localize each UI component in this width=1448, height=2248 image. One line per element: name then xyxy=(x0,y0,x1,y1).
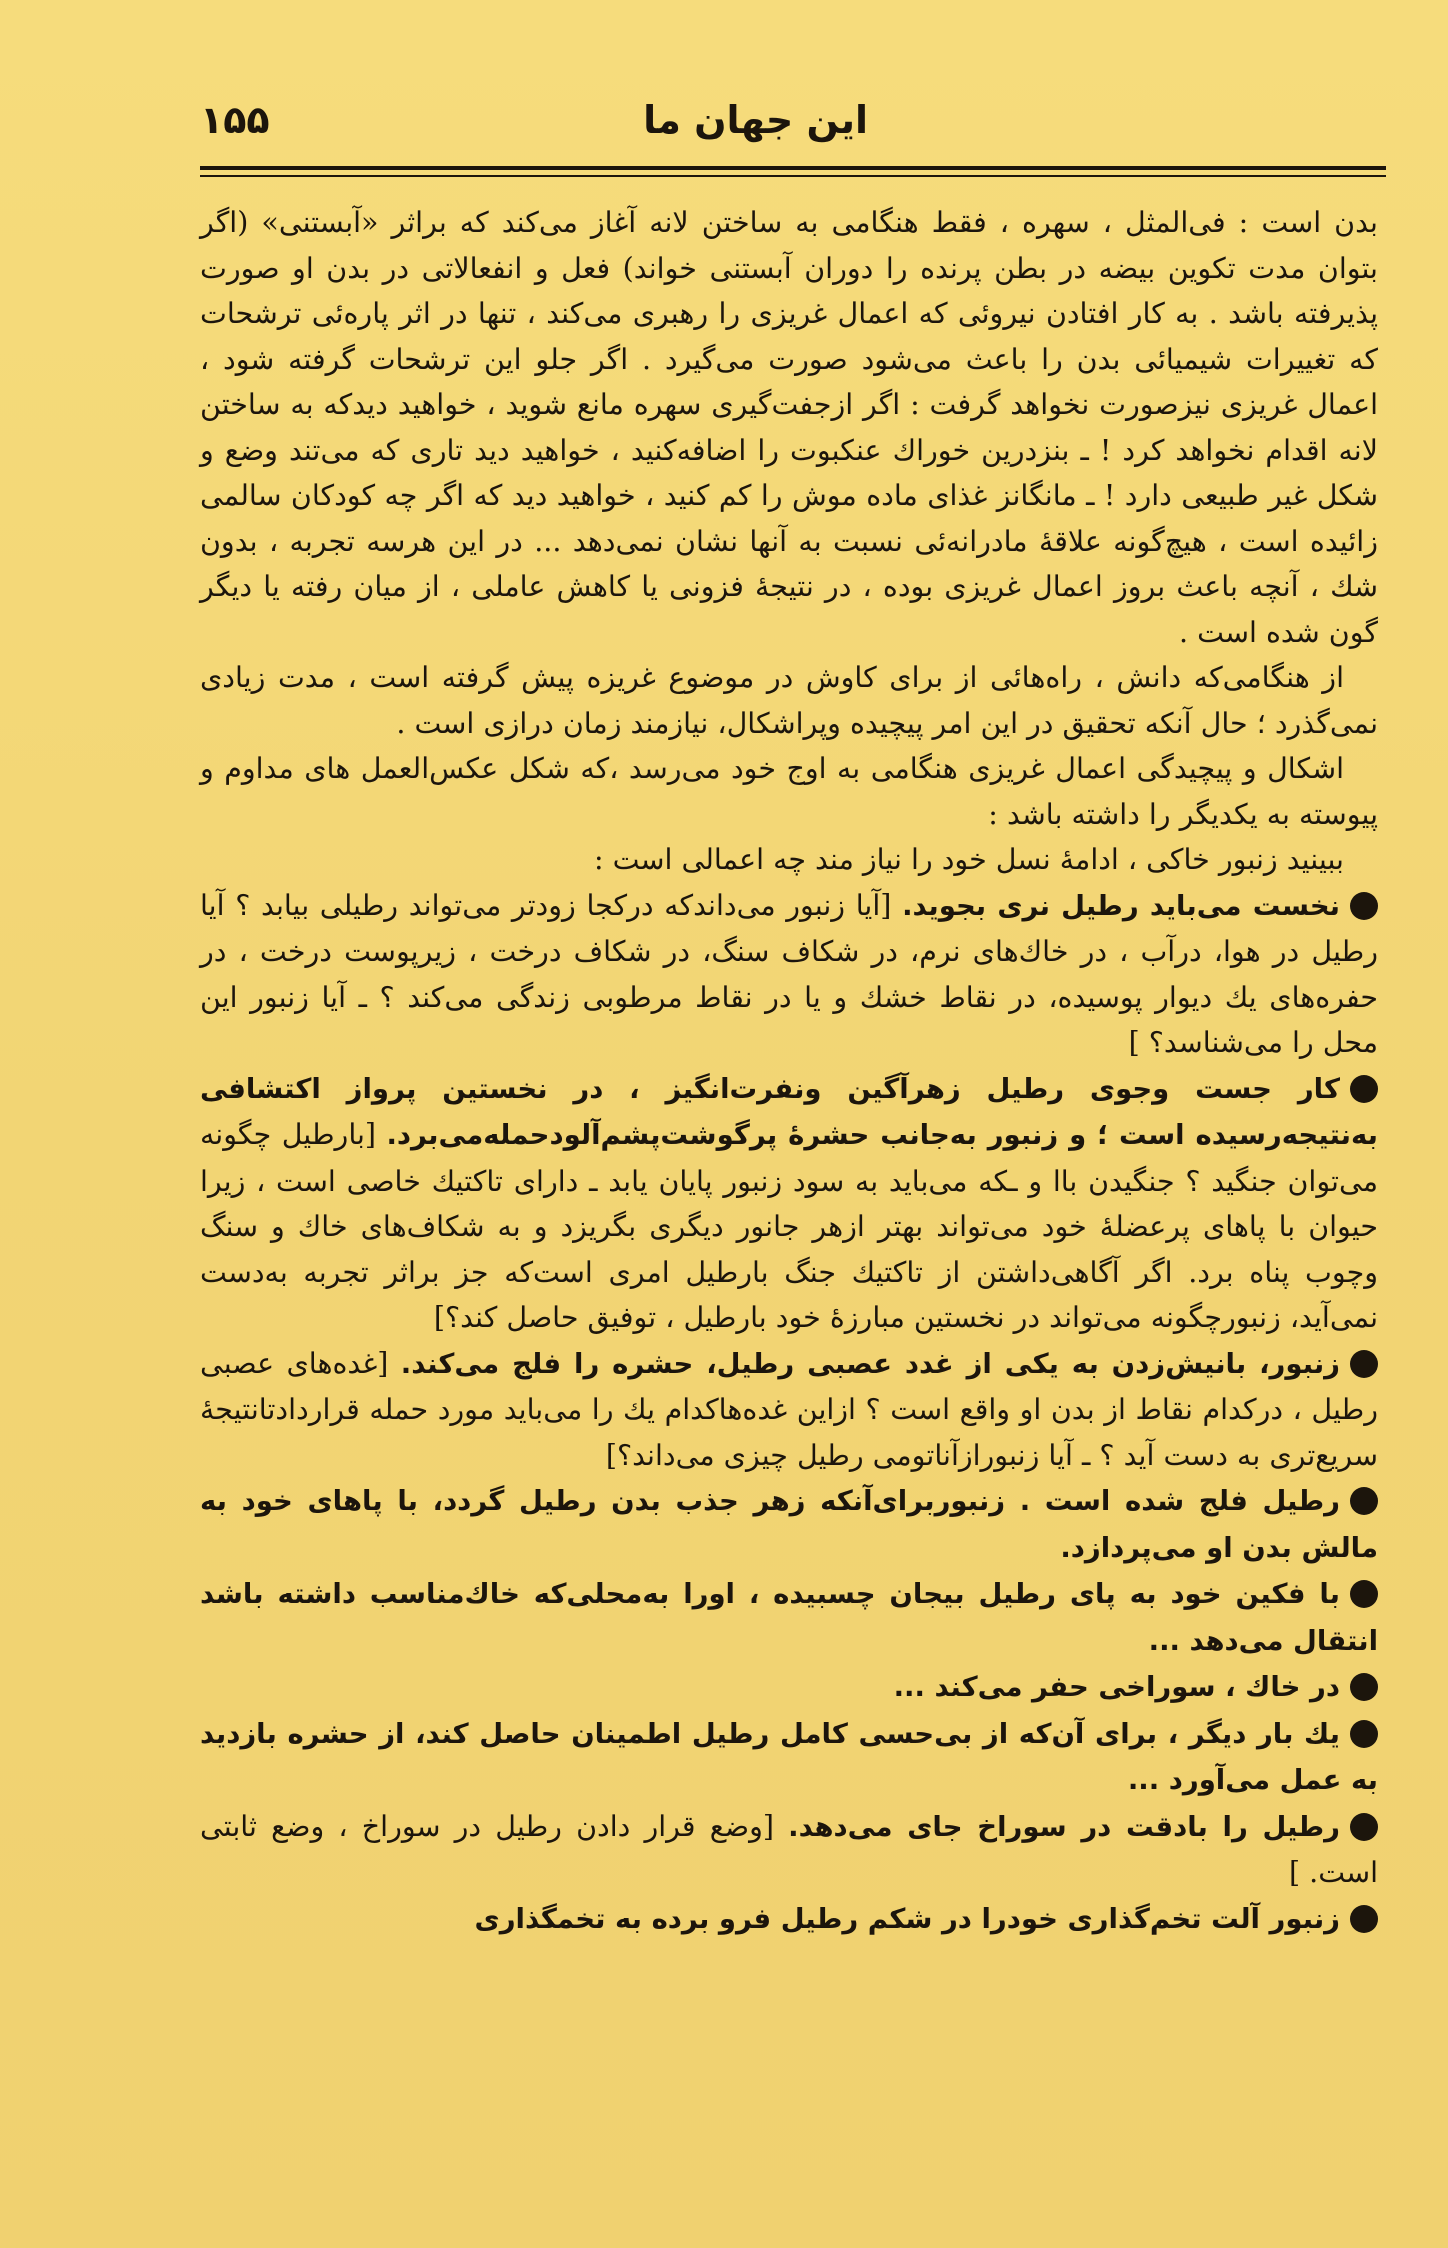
bullet-icon xyxy=(1350,1487,1378,1515)
bullet-icon xyxy=(1350,1905,1378,1933)
bullet-bold-text: با فکین خود به پای رطیل بیجان چسبیده ، اورا به‌محلی‌که خاك‌مناسب داشته باشد انتقال می‌دهد ... xyxy=(200,1578,1378,1657)
paragraph: ببینید زنبور خاکی ، ادامهٔ نسل خود را نیاز مند چه اعمالی است : xyxy=(593,843,1344,876)
bullet-text: [بارطیل چگونه می‌توان جنگید ؟ جنگیدن باا و ـکه می‌باید به سود زنبور پایان یابد ـ دارای تاکتیك خاصی است ، زیرا حیوان با پاهای پرعضلهٔ خود می‌تواند بهتر ازهر جانور دیگری بگریزد و به شکاف‌های خاك و سنگ وچوب پناه برد. اگر آگاهی‌داشتن از تاکتیك جنگ بارطیل امری است‌که جز براثر تجربه به‌دست نمی‌آید، زنبورچگونه می‌تواند در نخستین مبارزهٔ خود بارطیل ، توفیق حاصل کند؟] xyxy=(200,1118,1378,1334)
page-number: ۱۵۵ xyxy=(200,98,270,142)
paragraph: بدن است : فی‌المثل ، سهره ، فقط هنگامی به ساختن لانه آغاز می‌کند که براثر «آبستنی» (اگر بتوان مدت تکوین بیضه در بطن پرنده را دوران آبستنی خواند) فعل و انفعالاتی در بدن او صورت پذیرفته باشد . به کار افتادن نیروئی که اعمال غریزی را رهبری می‌کند ، تنها در اثر پاره‌ئی ترشحات که تغییرات شیمیائی بدن را باعث می‌شود صورت می‌گیرد . اگر جلو این ترشحات گرفته شود ، اعمال غریزی نیزصورت نخواهد گرفت : اگر ازجفت‌گیری سهره مانع شوید ، خواهید دیدکه به ساختن لانه اقدام نخواهد کرد ! ـ بنزدرین خوراك عنکبوت را اضافه‌کنید ، خواهید دید تاری که می‌تند وضع و شکل غیر طبیعی دارد ! ـ مانگانز غذای ماده موش را کم کنید ، خواهید دید که اگر چه کودکان سالمی زائیده است ، هیچ‌گونه علاقهٔ مادرانه‌ئی نسبت به آنها نشان نمی‌دهد ... در این هرسه تجربه ، بدون شك ، آنچه باعث بروز اعمال غریزی بوده ، در نتیجهٔ فزونی یا کاهش عاملی ، از میان رفته یا دیگر گون شده است . xyxy=(200,206,1378,649)
bullet-text: [غده‌های عصبی رطیل ، درکدام نقاط از بدن او واقع است ؟ ازاین غده‌هاکدام یك را می‌باید مورد حمله قرارداد‌تانتیجهٔ سریع‌تری به دست آید ؟ ـ آیا زنبورازآناتومی رطیل چیزی می‌داند؟] xyxy=(200,1346,1378,1472)
bullet-icon xyxy=(1350,1350,1378,1378)
bullet-bold-text: رطیل را بادقت در سوراخ جای می‌دهد. xyxy=(788,1810,1340,1843)
bullet-item xyxy=(200,1711,1378,1804)
running-title: این جهان ما xyxy=(643,98,868,142)
bullet-icon xyxy=(1350,1813,1378,1841)
bullet-item xyxy=(200,1571,1378,1664)
bullet-bold-text: نخست می‌باید رطیل نری بجوید. xyxy=(902,889,1340,922)
paragraph: از هنگامی‌که دانش ، راه‌هائی از برای کاوش در موضوع غریزه پیش گرفته است ، مدت زیادی نمی‌گذرد ؛ حال آنکه تحقیق در این امر پیچیده وپراشکال، نیازمند زمان درازی است . xyxy=(200,661,1378,740)
header-rule-thick xyxy=(200,166,1386,170)
bullet-icon xyxy=(1350,1580,1378,1608)
bullet-bold-text: زنبور آلت تخم‌گذاری خودرا در شکم رطیل فرو برده به تخمگذاری xyxy=(474,1902,1340,1935)
bullet-item xyxy=(200,1478,1378,1571)
bullet-icon xyxy=(1350,1075,1378,1103)
bullet-icon xyxy=(1350,892,1378,920)
bullet-bold-text: زنبور، بانیش‌زدن به یکی از غدد عصبی رطیل، حشره را فلج می‌کند. xyxy=(400,1347,1340,1380)
bullet-text: [آیا زنبور می‌داندکه درکجا زودتر می‌تواند رطیلی بیابد ؟ آیا رطیل در هوا، درآب ، در خاك‌های نرم، در شکاف سنگ، در شکاف درخت ، زیرپوست درخت ، در حفره‌های یك دیوار پوسیده، در نقاط خشك و یا در نقاط مرطوبی زندگی می‌کند ؟ ـ آیا زنبور این محل را می‌شناسد؟ ] xyxy=(200,888,1378,1059)
paragraph: اشکال و پیچیدگی اعمال غریزی هنگامی به اوج خود می‌رسد ،که شکل عکس‌العمل های مداوم و پیوسته به یکدیگر را داشته باشد : xyxy=(200,752,1378,831)
bullet-bold-text: رطیل فلج شده است . زنبوربرای‌آنکه زهر جذب بدن رطیل گردد، با پاهای خود به مالش بدن او می‌پردازد. xyxy=(200,1485,1378,1564)
bullet-item xyxy=(200,1804,1378,1896)
bullet-item xyxy=(200,1664,1378,1711)
header-rule-thin xyxy=(200,175,1386,177)
page-body xyxy=(200,200,1378,1942)
bullet-icon xyxy=(1350,1720,1378,1748)
bullet-bold-text: یك بار دیگر ، برای آن‌که از بی‌حسی کامل رطیل اطمینان حاصل کند، از حشره بازدید به عمل می‌آورد ... xyxy=(200,1717,1378,1796)
bullet-item xyxy=(200,1066,1378,1341)
bullet-item xyxy=(200,883,1378,1066)
page-header xyxy=(200,98,1388,158)
bullet-bold-text: کار جست وجوی رطیل زهرآگین ونفرت‌انگیز ، در نخستین پرواز اکتشافی به‌نتیجه‌رسیده است ؛ و زنبور به‌جانب حشرهٔ پرگوشت‌پشم‌آلودحمله‌می‌برد. xyxy=(200,1072,1378,1151)
bullet-bold-text: در خاك ، سوراخی حفر می‌کند ... xyxy=(893,1671,1340,1703)
bullet-item xyxy=(200,1341,1378,1479)
bullet-item xyxy=(200,1896,1378,1943)
bullet-text: [وضع قرار دادن رطیل در سوراخ ، وضع ثابتی است. ] xyxy=(200,1809,1378,1889)
bullet-icon xyxy=(1350,1673,1378,1701)
